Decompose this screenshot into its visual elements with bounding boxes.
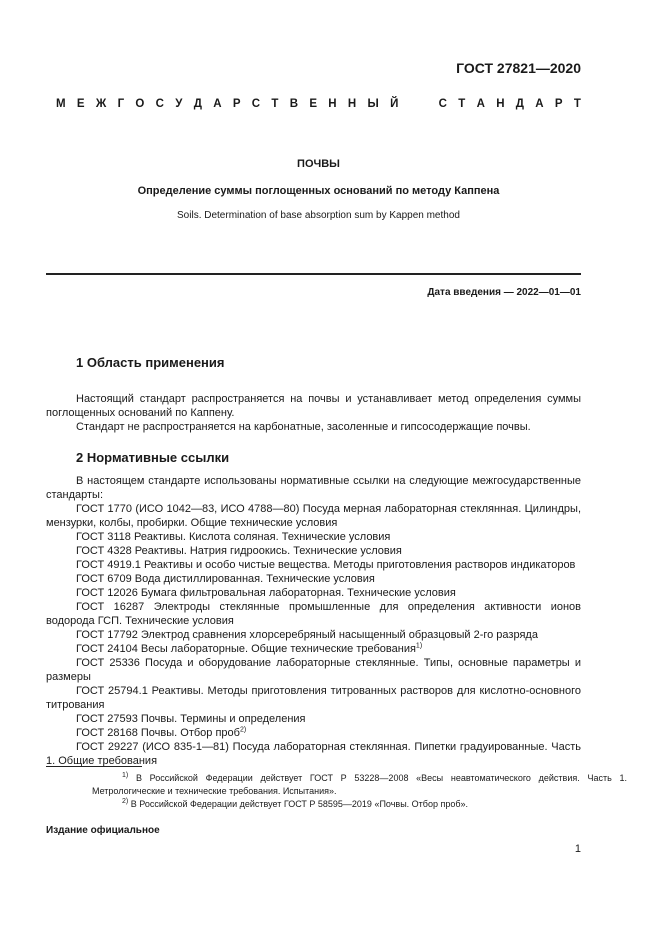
reference-text: ГОСТ 24104 Весы лабораторные. Общие технические требования bbox=[76, 643, 416, 655]
section-2-heading: 2 Нормативные ссылки bbox=[76, 450, 230, 465]
banner-letter: Й bbox=[390, 98, 399, 110]
banner-letter: Г bbox=[117, 98, 125, 110]
section-1-paragraph-1: Настоящий стандарт распространяется на почвы и устанавливает метод определения суммы поглощенных оснований по Каппену. bbox=[46, 393, 581, 419]
reference-item bbox=[46, 600, 581, 628]
reference-text: ГОСТ 1770 (ИСО 1042—83, ИСО 4788—80) Посуда мерная лабораторная стеклянная. Цилиндры, мензурки, колбы, пробирки. Общие технические условия bbox=[46, 503, 581, 529]
reference-item bbox=[46, 712, 581, 726]
banner-letter: С bbox=[155, 98, 164, 110]
reference-item bbox=[46, 586, 581, 600]
footnote-marker: 2) bbox=[239, 726, 247, 734]
reference-item bbox=[46, 740, 581, 768]
footnote bbox=[92, 798, 627, 811]
reference-item bbox=[46, 572, 581, 586]
banner-letter: Ж bbox=[95, 98, 107, 110]
banner-letter: С bbox=[438, 98, 447, 110]
reference-item bbox=[46, 628, 581, 642]
footnote-divider bbox=[46, 766, 142, 767]
reference-item bbox=[46, 558, 581, 572]
reference-text: ГОСТ 3118 Реактивы. Кислота соляная. Технические условия bbox=[76, 531, 391, 543]
reference-item bbox=[46, 656, 581, 684]
banner-letter: С bbox=[251, 98, 261, 110]
banner-letter: Е bbox=[76, 98, 85, 110]
reference-text: ГОСТ 27593 Почвы. Термины и определения bbox=[76, 713, 306, 725]
page-number: 1 bbox=[574, 843, 581, 855]
reference-item bbox=[46, 642, 581, 656]
footnote-text: В Российской Федерации действует ГОСТ Р 58595—2019 «Почвы. Отбор проб». bbox=[128, 799, 468, 809]
banner-letter: Т bbox=[573, 98, 581, 110]
document-title: ПОЧВЫ bbox=[297, 158, 340, 170]
footnote-marker: 1) bbox=[415, 642, 423, 650]
banner-letter: А bbox=[213, 98, 222, 110]
reference-item bbox=[46, 726, 581, 740]
reference-text: ГОСТ 28168 Почвы. Отбор проб bbox=[76, 727, 240, 739]
reference-text: ГОСТ 25794.1 Реактивы. Методы приготовления титрованных растворов для кислотно-основного титрования bbox=[46, 685, 581, 711]
footnote-mark: 2) bbox=[122, 798, 129, 805]
banner-letter: Д bbox=[193, 98, 202, 110]
banner-letter: Е bbox=[309, 98, 317, 110]
banner-letter: Н bbox=[347, 98, 357, 110]
footnote-mark: 1) bbox=[122, 772, 129, 779]
section-1-heading: 1 Область применения bbox=[76, 355, 225, 370]
banner-letter: Р bbox=[554, 98, 563, 110]
reference-text: ГОСТ 4919.1 Реактивы и особо чистые вещества. Методы приготовления растворов индикаторов bbox=[76, 559, 576, 571]
banner-letter: Т bbox=[458, 98, 466, 110]
section-1-paragraph-2: Стандарт не распространяется на карбонатные, засоленные и гипсосодержащие почвы. bbox=[76, 421, 531, 433]
reference-text: ГОСТ 6709 Вода дистиллированная. Технические условия bbox=[76, 573, 375, 585]
standard-banner bbox=[56, 98, 581, 110]
banner-letter: О bbox=[135, 98, 145, 110]
banner-letter: Ы bbox=[367, 98, 379, 110]
reference-text: ГОСТ 16287 Электроды стеклянные промышленные для определения активности ионов водорода ГСП. Технические условия bbox=[46, 601, 581, 627]
introduction-date: Дата введения — 2022—01—01 bbox=[427, 287, 581, 298]
document-subtitle: Определение суммы поглощенных оснований по методу Каппена bbox=[137, 185, 500, 197]
banner-letter: Д bbox=[515, 98, 524, 110]
reference-text: ГОСТ 29227 (ИСО 835-1—81) Посуда лабораторная стеклянная. Пипетки градуированные. Часть 1. Общие требования bbox=[46, 741, 581, 767]
standard-code: ГОСТ 27821—2020 bbox=[456, 60, 581, 76]
banner-letter: Н bbox=[496, 98, 505, 110]
reference-text: ГОСТ 25336 Посуда и оборудование лабораторные стеклянные. Типы, основные параметры и размеры bbox=[46, 657, 581, 683]
reference-text: ГОСТ 12026 Бумага фильтровальная лабораторная. Технические условия bbox=[76, 587, 456, 599]
reference-item bbox=[46, 684, 581, 712]
banner-letter: А bbox=[535, 98, 544, 110]
footnote bbox=[92, 772, 627, 798]
footnote-text: В Российской Федерации действует ГОСТ Р 53228—2008 «Весы неавтоматического действия. Часть 1. Метрологические и технические требования. Испытания». bbox=[92, 773, 627, 796]
section-2-intro: В настоящем стандарте использованы нормативные ссылки на следующие межгосударственные стандарты: bbox=[46, 475, 581, 501]
banner-letter bbox=[424, 98, 427, 110]
references-list bbox=[46, 502, 581, 768]
english-title: Soils. Determination of base absorption sum by Kappen method bbox=[177, 210, 460, 221]
edition-label: Издание официальное bbox=[46, 825, 160, 836]
title-divider bbox=[46, 273, 581, 275]
reference-text: ГОСТ 4328 Реактивы. Натрия гидроокись. Технические условия bbox=[76, 545, 402, 557]
reference-text: ГОСТ 17792 Электрод сравнения хлорсеребряный насыщенный образцовый 2-го разряда bbox=[76, 629, 538, 641]
banner-letter: А bbox=[476, 98, 485, 110]
reference-item bbox=[46, 530, 581, 544]
banner-letter bbox=[410, 98, 413, 110]
footnotes bbox=[46, 772, 627, 811]
banner-letter: Р bbox=[232, 98, 241, 110]
banner-letter: Н bbox=[328, 98, 337, 110]
banner-letter: М bbox=[56, 98, 66, 110]
banner-letter: Т bbox=[271, 98, 279, 110]
reference-item bbox=[46, 544, 581, 558]
banner-letter: У bbox=[175, 98, 183, 110]
reference-item bbox=[46, 502, 581, 530]
banner-letter: В bbox=[289, 98, 299, 110]
